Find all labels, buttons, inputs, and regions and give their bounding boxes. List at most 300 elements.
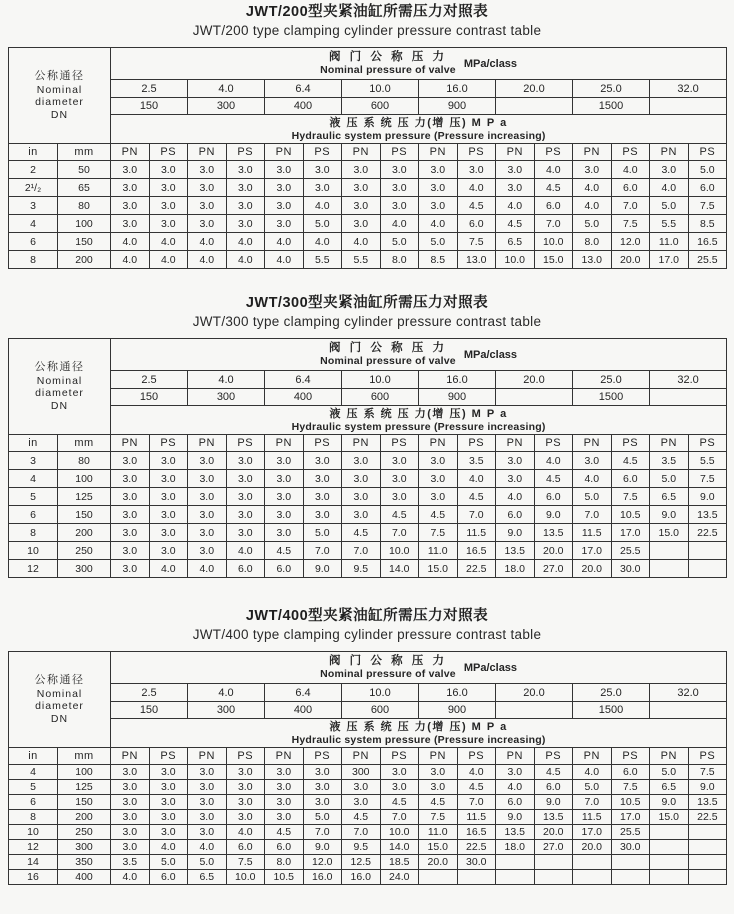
pressure-value: 4.0 (342, 233, 381, 251)
table-row (9, 506, 727, 524)
pressure-value (688, 870, 727, 885)
pressure-value: 7.5 (611, 780, 650, 795)
pressure-value: 4.0 (111, 251, 150, 269)
pressure-value: 5.0 (303, 524, 342, 542)
pressure-value: 17.0 (611, 810, 650, 825)
pressure-value: 20.0 (573, 840, 612, 855)
pressure-value: 3.0 (149, 215, 188, 233)
pressure-value: 14.0 (380, 840, 419, 855)
pressure-value: 3.0 (265, 795, 304, 810)
pressure-value: 3.0 (226, 197, 265, 215)
nominal-diameter-label-en2: diameter (35, 96, 84, 108)
pressure-value: 7.0 (457, 795, 496, 810)
pressure-value: 3.0 (188, 161, 227, 179)
pressure-value: 4.0 (265, 233, 304, 251)
pressure-value: 6.0 (688, 179, 727, 197)
nominal-pressure-value: 20.0 (496, 80, 573, 98)
hydraulic-label-zh: 液 压 系 统 压 力(增 压) M P a (329, 720, 508, 733)
diameter-in-value: 6 (9, 506, 58, 524)
col-header-ps: PS (380, 435, 419, 452)
pressure-value: 7.5 (419, 810, 458, 825)
pressure-value: 4.0 (534, 452, 573, 470)
pressure-value: 9.0 (303, 840, 342, 855)
pressure-value: 3.0 (303, 488, 342, 506)
pressure-value: 4.0 (573, 197, 612, 215)
nominal-pressure-value: 32.0 (650, 684, 727, 702)
pressure-value: 4.0 (111, 870, 150, 885)
pressure-value: 3.0 (380, 488, 419, 506)
pressure-value: 3.0 (265, 197, 304, 215)
pressure-value: 30.0 (611, 560, 650, 578)
pressure-value: 4.5 (419, 795, 458, 810)
pressure-value: 27.0 (534, 840, 573, 855)
pressure-value: 3.0 (265, 452, 304, 470)
pressure-value: 3.0 (149, 506, 188, 524)
pressure-value: 9.0 (303, 560, 342, 578)
diameter-mm-value: 80 (58, 452, 111, 470)
pressure-value: 3.0 (111, 795, 150, 810)
pressure-value: 20.0 (534, 825, 573, 840)
pressure-value: 3.0 (342, 470, 381, 488)
nominal-diameter-label-zh: 公称通径 (34, 70, 85, 82)
table-row (9, 251, 727, 269)
col-header-pn: PN (188, 748, 227, 765)
pressure-value: 4.0 (226, 542, 265, 560)
pressure-value: 3.0 (265, 179, 304, 197)
pressure-value: 3.0 (496, 161, 535, 179)
pressure-value: 16.5 (457, 825, 496, 840)
pressure-value: 5.0 (650, 197, 689, 215)
table-row (9, 560, 727, 578)
pressure-value: 4.0 (188, 560, 227, 578)
pressure-value: 3.0 (226, 452, 265, 470)
pressure-value (688, 840, 727, 855)
nominal-diameter-label-en2: diameter (35, 700, 84, 712)
pressure-value: 3.0 (188, 765, 227, 780)
pressure-value: 17.0 (573, 542, 612, 560)
pressure-value: 9.0 (496, 810, 535, 825)
col-header-ps: PS (688, 144, 727, 161)
pressure-value: 3.0 (457, 161, 496, 179)
pressure-value: 4.5 (534, 470, 573, 488)
diameter-in-value: 2 (9, 161, 58, 179)
valve-pressure-header (111, 48, 727, 80)
pressure-value: 3.0 (111, 542, 150, 560)
nominal-diameter-label-zh: 公称通径 (34, 361, 85, 373)
pressure-value (688, 855, 727, 870)
pressure-class-value: 600 (342, 389, 419, 406)
pressure-class-value: 400 (265, 702, 342, 719)
pressure-value: 3.0 (303, 161, 342, 179)
diameter-in-value: 5 (9, 780, 58, 795)
nominal-pressure-value: 4.0 (188, 684, 265, 702)
table-row (9, 825, 727, 840)
valve-pressure-label-zh: 阀 门 公 称 压 力 (328, 655, 447, 667)
col-header-in: in (9, 748, 58, 765)
pressure-value: 5.0 (303, 215, 342, 233)
pressure-value: 6.0 (265, 840, 304, 855)
pressure-value: 3.0 (265, 161, 304, 179)
col-header-pn: PN (342, 435, 381, 452)
pressure-value (611, 870, 650, 885)
pressure-value: 13.0 (573, 251, 612, 269)
jwt200-section (0, 0, 734, 269)
pressure-value: 3.0 (111, 452, 150, 470)
diameter-mm-value: 250 (58, 825, 111, 840)
nominal-pressure-value: 6.4 (265, 371, 342, 389)
pressure-value: 3.0 (419, 470, 458, 488)
pressure-class-value (650, 702, 727, 719)
pressure-value: 8.0 (265, 855, 304, 870)
col-header-ps: PS (303, 144, 342, 161)
pressure-value: 6.0 (457, 215, 496, 233)
pressure-value: 3.5 (111, 855, 150, 870)
diameter-mm-value: 80 (58, 197, 111, 215)
pressure-value: 5.0 (688, 161, 727, 179)
pressure-value: 4.0 (303, 197, 342, 215)
col-header-pn: PN (496, 144, 535, 161)
pressure-class-value: 300 (188, 389, 265, 406)
pressure-value: 3.0 (111, 470, 150, 488)
pressure-value: 4.5 (457, 197, 496, 215)
pressure-value: 13.5 (496, 542, 535, 560)
pressure-value: 3.0 (111, 810, 150, 825)
pressure-class-value (650, 98, 727, 115)
pressure-value: 10.5 (265, 870, 304, 885)
pressure-value: 4.5 (419, 506, 458, 524)
nominal-pressure-value: 6.4 (265, 684, 342, 702)
pressure-value: 4.0 (380, 215, 419, 233)
pressure-value: 3.0 (149, 452, 188, 470)
pressure-class-value: 300 (188, 98, 265, 115)
pressure-value: 27.0 (534, 560, 573, 578)
pressure-value: 13.5 (688, 506, 727, 524)
pressure-value: 8.0 (573, 233, 612, 251)
col-header-mm: mm (58, 144, 111, 161)
table-row (9, 197, 727, 215)
pressure-value: 3.0 (111, 161, 150, 179)
col-header-pn: PN (419, 435, 458, 452)
pressure-value: 22.5 (688, 810, 727, 825)
valve-pressure-label-en: Nominal pressure of valve (320, 64, 456, 76)
pressure-value: 4.0 (149, 233, 188, 251)
table-row (9, 179, 727, 197)
pressure-value: 3.0 (419, 179, 458, 197)
pressure-value: 18.0 (496, 840, 535, 855)
pressure-value: 25.5 (611, 542, 650, 560)
pressure-value: 7.0 (573, 506, 612, 524)
nominal-pressure-value: 4.0 (188, 371, 265, 389)
table-row (9, 452, 727, 470)
nominal-diameter-label-en: Nominal (36, 374, 83, 387)
pressure-value: 4.0 (419, 215, 458, 233)
pressure-value: 11.0 (419, 542, 458, 560)
pressure-value: 3.0 (188, 542, 227, 560)
pressure-value: 10.5 (611, 506, 650, 524)
col-header-pn: PN (188, 435, 227, 452)
jwt300-pressure-table (8, 338, 727, 578)
pressure-value (650, 560, 689, 578)
pressure-value: 3.0 (111, 560, 150, 578)
pressure-value: 11.5 (573, 524, 612, 542)
pressure-value: 3.0 (226, 470, 265, 488)
pressure-value: 3.0 (111, 179, 150, 197)
diameter-mm-value: 150 (58, 233, 111, 251)
pressure-value: 3.0 (111, 780, 150, 795)
jwt200-title-zh: JWT/200型夹紧油缸所需压力对照表 (245, 4, 489, 20)
pressure-value: 4.0 (496, 197, 535, 215)
pressure-value (688, 825, 727, 840)
pressure-value: 3.0 (419, 765, 458, 780)
diameter-in-value: 8 (9, 524, 58, 542)
nominal-pressure-value: 25.0 (573, 371, 650, 389)
pressure-value: 9.0 (534, 506, 573, 524)
pressure-value: 16.0 (342, 870, 381, 885)
col-header-pn: PN (111, 435, 150, 452)
pressure-value: 3.0 (188, 488, 227, 506)
pressure-value: 3.0 (265, 506, 304, 524)
pressure-value: 17.0 (650, 251, 689, 269)
pressure-value: 6.0 (149, 870, 188, 885)
pressure-value: 9.5 (342, 840, 381, 855)
col-header-pn: PN (573, 435, 612, 452)
pressure-value: 8.0 (380, 251, 419, 269)
pressure-value: 3.0 (342, 452, 381, 470)
pressure-value: 4.0 (226, 251, 265, 269)
hydraulic-label-en: Hydraulic system pressure (Pressure increasing) (291, 129, 546, 142)
pressure-value: 7.5 (688, 470, 727, 488)
valve-pressure-unit: MPa/class (463, 348, 518, 361)
diameter-mm-value: 200 (58, 251, 111, 269)
pressure-value: 3.0 (226, 810, 265, 825)
col-header-ps: PS (457, 144, 496, 161)
pressure-value: 3.0 (496, 452, 535, 470)
pressure-value (534, 855, 573, 870)
pressure-value (419, 870, 458, 885)
pressure-value: 4.0 (573, 179, 612, 197)
diameter-in-value: 10 (9, 542, 58, 560)
pressure-value: 3.0 (265, 765, 304, 780)
pressure-value: 6.5 (188, 870, 227, 885)
col-header-ps: PS (380, 144, 419, 161)
pressure-value: 3.0 (111, 197, 150, 215)
jwt300-section (0, 295, 734, 578)
pressure-value: 3.0 (265, 470, 304, 488)
pressure-value: 3.0 (419, 488, 458, 506)
pressure-value: 3.0 (419, 197, 458, 215)
diameter-mm-value: 300 (58, 840, 111, 855)
col-header-pn: PN (496, 748, 535, 765)
pressure-value: 16.5 (688, 233, 727, 251)
col-header-pn: PN (573, 748, 612, 765)
pressure-value (573, 855, 612, 870)
diameter-in-value: 4 (9, 215, 58, 233)
pressure-value: 10.0 (226, 870, 265, 885)
nominal-pressure-value: 2.5 (111, 371, 188, 389)
pressure-value: 18.0 (496, 560, 535, 578)
hydraulic-pressure-header (111, 406, 727, 435)
col-header-pn: PN (342, 748, 381, 765)
pressure-value: 3.0 (265, 488, 304, 506)
diameter-in-value: 6 (9, 233, 58, 251)
col-header-ps: PS (534, 748, 573, 765)
pressure-value: 3.0 (342, 488, 381, 506)
pressure-value: 4.0 (226, 825, 265, 840)
pressure-value: 3.0 (188, 506, 227, 524)
pressure-value: 6.0 (534, 197, 573, 215)
pressure-value: 12.5 (342, 855, 381, 870)
valve-pressure-label-en: Nominal pressure of valve (320, 355, 456, 367)
table-row (9, 488, 727, 506)
pressure-value: 3.0 (111, 488, 150, 506)
pressure-value: 4.0 (573, 765, 612, 780)
jwt200-pressure-table (8, 47, 727, 269)
jwt400-section (0, 608, 734, 885)
pressure-value: 6.0 (611, 470, 650, 488)
pressure-class-value (650, 389, 727, 406)
pressure-value: 4.5 (342, 524, 381, 542)
pressure-value: 3.0 (380, 765, 419, 780)
diameter-in-value: 4 (9, 470, 58, 488)
pressure-value: 9.0 (650, 506, 689, 524)
pressure-value: 6.0 (534, 488, 573, 506)
valve-pressure-header (111, 652, 727, 684)
pressure-value: 4.5 (380, 506, 419, 524)
pressure-value: 3.0 (149, 542, 188, 560)
pressure-value: 5.0 (380, 233, 419, 251)
pressure-value: 3.0 (265, 780, 304, 795)
pressure-value: 4.0 (457, 765, 496, 780)
nominal-diameter-header (9, 339, 111, 435)
pressure-value: 9.5 (342, 560, 381, 578)
pressure-value (611, 855, 650, 870)
col-header-ps: PS (303, 748, 342, 765)
col-header-in: in (9, 144, 58, 161)
pressure-value: 3.0 (226, 795, 265, 810)
pressure-value: 3.0 (380, 197, 419, 215)
pressure-class-value (496, 98, 573, 115)
diameter-mm-value: 250 (58, 542, 111, 560)
pressure-value: 3.0 (188, 795, 227, 810)
pressure-value: 3.0 (496, 179, 535, 197)
pressure-value: 4.0 (496, 780, 535, 795)
pressure-value: 7.0 (380, 810, 419, 825)
diameter-in-value: 8 (9, 251, 58, 269)
pressure-value: 9.0 (534, 795, 573, 810)
col-header-pn: PN (650, 144, 689, 161)
pressure-value: 10.0 (380, 542, 419, 560)
nominal-diameter-header (9, 652, 111, 748)
pressure-value: 15.0 (650, 810, 689, 825)
pressure-value: 3.0 (496, 470, 535, 488)
pressure-class-value: 900 (419, 98, 496, 115)
diameter-mm-value: 50 (58, 161, 111, 179)
pressure-class-value: 400 (265, 98, 342, 115)
pressure-value: 3.0 (188, 524, 227, 542)
nominal-diameter-label-zh: 公称通径 (34, 674, 85, 686)
pressure-value: 4.0 (111, 233, 150, 251)
pressure-class-value: 150 (111, 702, 188, 719)
table-row (9, 524, 727, 542)
diameter-in-value: 12 (9, 560, 58, 578)
nominal-pressure-value: 20.0 (496, 371, 573, 389)
col-header-mm: mm (58, 748, 111, 765)
diameter-in-value: 16 (9, 870, 58, 885)
col-header-pn: PN (496, 435, 535, 452)
table-row (9, 233, 727, 251)
pressure-value: 5.0 (573, 780, 612, 795)
diameter-mm-value: 125 (58, 780, 111, 795)
nominal-pressure-value: 10.0 (342, 80, 419, 98)
valve-pressure-unit: MPa/class (463, 57, 518, 70)
valve-pressure-label-zh: 阀 门 公 称 压 力 (328, 342, 447, 354)
pressure-value: 16.5 (457, 542, 496, 560)
pressure-value: 4.0 (149, 560, 188, 578)
col-header-ps: PS (226, 748, 265, 765)
pressure-value: 3.0 (226, 179, 265, 197)
table-row (9, 215, 727, 233)
nominal-pressure-value: 16.0 (419, 371, 496, 389)
pressure-value: 5.0 (419, 233, 458, 251)
pressure-value: 4.5 (534, 179, 573, 197)
pressure-value: 3.0 (303, 452, 342, 470)
pressure-class-value (496, 702, 573, 719)
pressure-value: 3.0 (342, 215, 381, 233)
pressure-value: 6.0 (226, 560, 265, 578)
col-header-ps: PS (226, 144, 265, 161)
pressure-class-value: 600 (342, 702, 419, 719)
pressure-value: 7.5 (688, 765, 727, 780)
pressure-value: 5.5 (303, 251, 342, 269)
col-header-ps: PS (149, 144, 188, 161)
pressure-value: 7.5 (419, 524, 458, 542)
pressure-value: 13.0 (457, 251, 496, 269)
pressure-value: 3.0 (303, 470, 342, 488)
pressure-value: 7.0 (342, 542, 381, 560)
pressure-value: 7.0 (380, 524, 419, 542)
pressure-value: 3.0 (226, 506, 265, 524)
pressure-value: 20.0 (611, 251, 650, 269)
pressure-value: 3.0 (380, 179, 419, 197)
pressure-value: 6.5 (650, 488, 689, 506)
pressure-value: 6.0 (534, 780, 573, 795)
valve-pressure-unit: MPa/class (463, 661, 518, 674)
pressure-value: 9.0 (688, 488, 727, 506)
table-row (9, 765, 727, 780)
table-row (9, 470, 727, 488)
pressure-value: 4.0 (188, 840, 227, 855)
pressure-value: 4.0 (149, 840, 188, 855)
nominal-diameter-dn-label: DN (50, 108, 69, 121)
pressure-value: 13.5 (496, 825, 535, 840)
hydraulic-pressure-header (111, 115, 727, 144)
col-header-pn: PN (573, 144, 612, 161)
col-header-ps: PS (149, 435, 188, 452)
pressure-value: 5.0 (573, 488, 612, 506)
pressure-value: 3.0 (149, 524, 188, 542)
col-header-ps: PS (611, 435, 650, 452)
col-header-in: in (9, 435, 58, 452)
pressure-value: 7.0 (303, 825, 342, 840)
pressure-value: 3.0 (149, 197, 188, 215)
jwt300-title-zh: JWT/300型夹紧油缸所需压力对照表 (245, 295, 489, 311)
valve-pressure-label-zh: 阀 门 公 称 压 力 (328, 51, 447, 63)
pressure-value: 3.0 (226, 780, 265, 795)
jwt400-pressure-table (8, 651, 727, 885)
diameter-mm-value: 125 (58, 488, 111, 506)
pressure-value: 3.0 (149, 795, 188, 810)
table-row (9, 870, 727, 885)
